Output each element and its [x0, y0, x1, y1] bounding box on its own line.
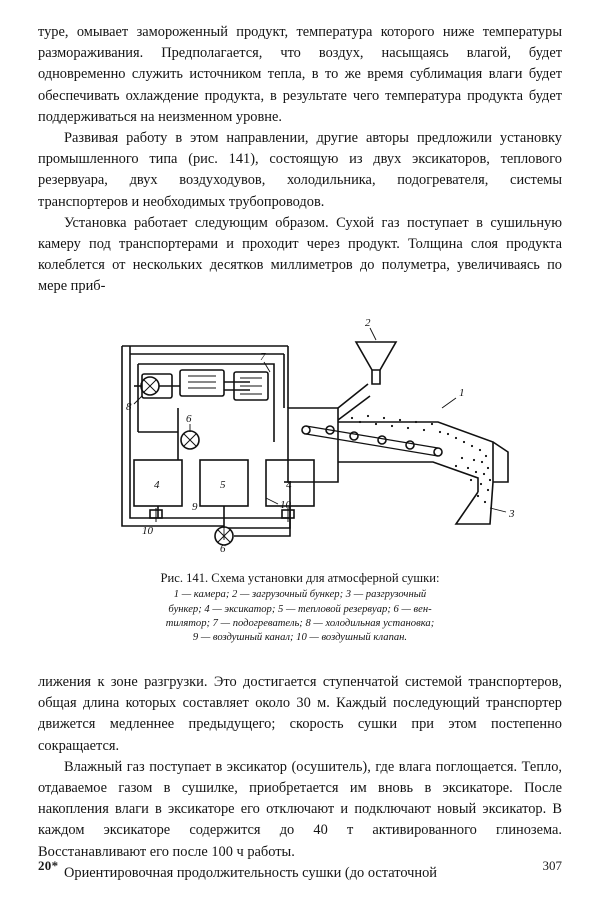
callout-6b: 6 [220, 543, 226, 555]
caption-legend [38, 588, 562, 645]
callout-1: 1 [459, 387, 465, 399]
paragraph: Развивая работу в этом направлении, другие авторы предложили установку промышленного типа (рис. 141), состоящую из двух эксикаторов, теплового резервуара, двух воздуходувов, холодильника, подогревателя, системы транспортеров и необходимых трубопроводов. [38, 130, 562, 210]
callout-3: 3 [509, 508, 515, 520]
page-number: 307 [542, 858, 562, 873]
callout-6a: 6 [186, 413, 192, 425]
caption-title: Рис. 141. Схема установки для атмосферной сушки: [160, 571, 440, 585]
legend-line: тилятор; 7 — подогреватель; 8 — холодильная установка; [165, 617, 435, 629]
installation-schematic-diagram [38, 312, 562, 570]
legend-line: бункер; 4 — эксикатор; 5 — тепловой резервуар; 6 — вен- [168, 603, 432, 615]
paragraph: Установка работает следующим образом. Сухой газ поступает в сушильную камеру под транспортерами и проходит через продукт. Толщина слоя продукта колеблется от нескольких десятков миллиметров до полуметра, увеличиваясь по мере приб- [38, 214, 562, 295]
callout-7: 7 [260, 351, 266, 363]
callout-8: 8 [126, 401, 132, 413]
legend-line: 1 — камера; 2 — загрузочный бункер; 3 — разгрузочный [173, 589, 427, 601]
top-text-block [38, 22, 562, 298]
figure-caption [38, 570, 562, 645]
callout-2: 2 [365, 317, 371, 329]
legend-line: 9 — воздушный канал; 10 — воздушный клапан. [192, 632, 408, 644]
paragraph: Ориентировочная продолжительность сушки (до остаточной [64, 864, 438, 881]
bottom-text-block [38, 672, 562, 884]
callout-4b: 4 [286, 479, 292, 491]
callout-10b: 10 [280, 499, 291, 511]
callout-9: 9 [192, 501, 198, 513]
paragraph: Влажный газ поступает в эксикатор (осушитель), где влага поглощается. Тепло, отдаваемое газом в сушилке, приобретается им вновь в эксикаторе. После накопления влаги в эксикаторе его отключают и подключают новый эксикатор. В каждом эксикаторе содержится до 40 т активированного глинозема. Восстанавливают его после 100 ч работы. [38, 758, 562, 860]
callout-4a: 4 [154, 479, 160, 491]
paragraph: туре, омывает замороженный продукт, температура которого ниже температуры размораживания. Предполагается, что воздух, насыщаясь влагой, будет одновременно служить источником тепла, в то же время сублимация влаги будет обеспечивать охлаждение продукта, в результате чего температура продукта будет поддерживаться на неизменном уровне. [38, 24, 562, 125]
signature-mark: 20* [38, 858, 59, 873]
paragraph: лижения к зоне разгрузки. Это достигается ступенчатой системой транспортеров, общая длина которых составляет около 30 м. Каждый последующий транспортер движется медленнее предыдущего; скорость сушки при этом постепенно сокращается. [38, 674, 562, 754]
callout-5: 5 [220, 479, 226, 491]
callout-10a: 10 [142, 525, 153, 537]
